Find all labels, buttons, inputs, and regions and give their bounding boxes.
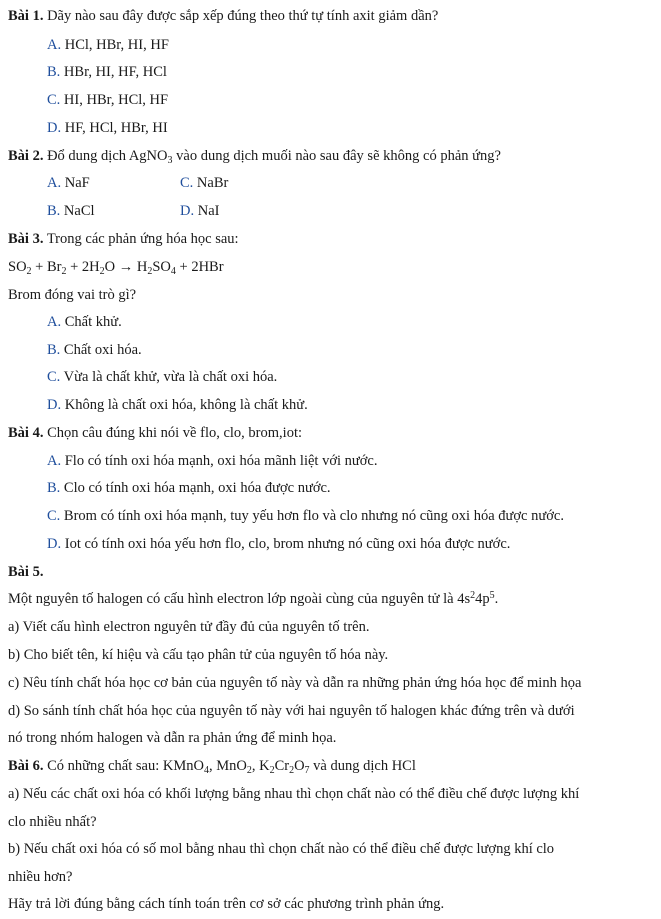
option-letter: C. [47,92,61,108]
reaction-equation: $SO_2 + Br_2 + 2H_2O \to H_2SO_4 + 2HBr$ [8,259,224,277]
option-1b [47,63,167,81]
option-3b: B. Chất oxi hóa. [47,342,142,358]
option-2c: C. NaBr [180,175,229,191]
option-3d: D. Không là chất oxi hóa, không là chất khử. [47,397,308,413]
question-text: Có những chất sau: KMnO$_4$, MnO$_2$, $K_2Cr_2O_7$ và dung dịch HCl [47,758,416,776]
option-letter: D. [47,120,62,136]
question-6-a-cont: clo nhiều nhất? [8,814,97,830]
question-3 [8,230,239,248]
option-row-2-2 [47,202,367,220]
question-2 [8,147,501,165]
option-3c: C. Vừa là chất khử, vừa là chất oxi hóa. [47,369,278,385]
question-label: Bài 2. [8,148,44,164]
question-label: Bài 3. [8,231,44,247]
option-4c: C. Brom có tính oxi hóa mạnh, tuy yếu hơn flo và clo nhưng nó cũng oxi hóa được nước. [47,508,564,524]
option-2b: B. NaCl [47,203,95,219]
question-5-b: b) Cho biết tên, kí hiệu và cấu tạo phân tử của nguyên tố hóa này. [8,647,389,663]
question-3-prompt: Brom đóng vai trò gì? [8,287,137,303]
question-text: Dãy nào sau đây được sắp xếp đúng theo thứ tự tính axit giảm dần? [47,8,439,24]
question-6-c: Hãy trả lời đúng bằng cách tính toán trên cơ sở các phương trình phản ứng. [8,896,445,912]
option-text: HI, HBr, HCl, HF [63,92,169,108]
option-letter: B. [47,64,61,80]
question-text: Trong các phản ứng hóa học sau: [46,231,239,247]
option-text: HCl, HBr, HI, HF [64,37,169,53]
option-row-2-1 [47,174,367,192]
option-4b: B. Clo có tính oxi hóa mạnh, oxi hóa được nước. [47,480,331,496]
question-label: Bài 6. [8,758,44,774]
option-3a: A. Chất khử. [47,314,122,330]
question-5-d-cont: nó trong nhóm halogen và dẫn ra phản ứng để minh họa. [8,730,337,746]
question-5-intro: Một nguyên tố halogen có cấu hình electron lớp ngoài cùng của nguyên tử là $4s^24p^5$. [8,590,499,607]
option-1d [47,119,168,137]
question-5-a: a) Viết cấu hình electron nguyên tử đầy đủ của nguyên tố trên. [8,619,370,635]
option-letter: A. [47,37,62,53]
question-6-b-cont: nhiều hơn? [8,869,73,885]
question-5-c: c) Nêu tính chất hóa học cơ bản của nguyên tố này và dẫn ra những phản ứng hóa học để minh họa [8,675,582,691]
question-1 [8,7,438,25]
question-5-label: Bài 5. [8,564,44,580]
question-5-d: d) So sánh tính chất hóa học của nguyên tố này với hai nguyên tố halogen khác đứng trên và dưới [8,703,575,719]
question-label: Bài 1. [8,8,44,24]
option-text: HF, HCl, HBr, HI [64,120,168,136]
option-1a [47,36,169,54]
option-4a: A. Flo có tính oxi hóa mạnh, oxi hóa mãnh liệt với nước. [47,453,378,469]
option-1c [47,91,168,109]
question-text: Đổ dung dịch AgNO$_3$ vào dung dịch muối nào sau đây sẽ không có phản ứng? [47,148,501,166]
option-2d: D. NaI [180,203,220,219]
question-text: Chọn câu đúng khi nói về flo, clo, brom,iot: [47,425,303,441]
question-4 [8,424,302,442]
question-6 [8,757,416,775]
question-6-b: b) Nếu chất oxi hóa có số mol bằng nhau thì chọn chất nào có thể điều chế được lượng khí clo [8,841,555,857]
option-text: HBr, HI, HF, HCl [63,64,167,80]
option-2a: A. NaF [47,175,90,191]
question-label: Bài 4. [8,425,44,441]
option-4d: D. Iot có tính oxi hóa yếu hơn flo, clo, brom nhưng nó cũng oxi hóa được nước. [47,536,511,552]
question-6-a: a) Nếu các chất oxi hóa có khối lượng bằng nhau thì chọn chất nào có thể điều chế được lượng khí [8,786,580,802]
